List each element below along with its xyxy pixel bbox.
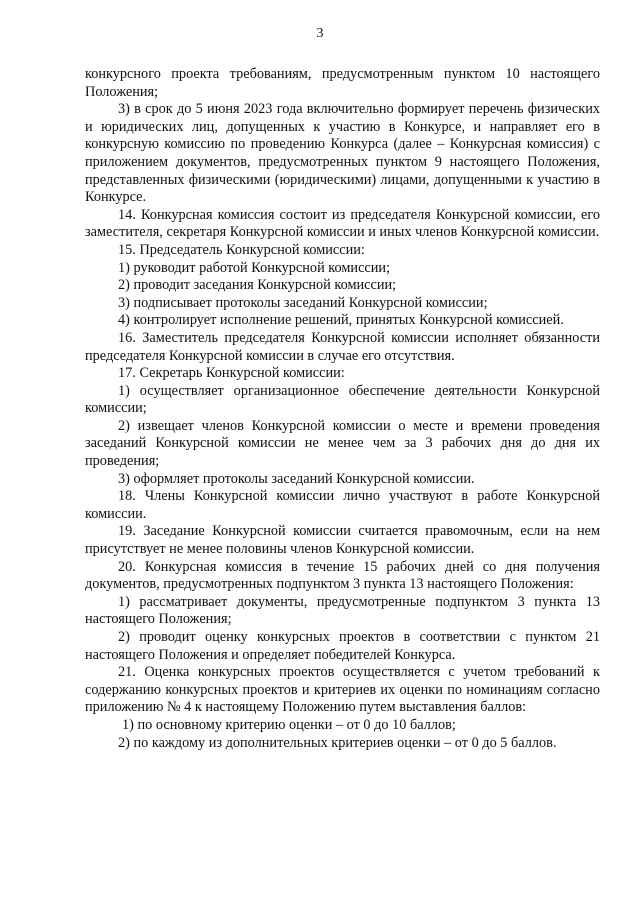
document-body [85, 66, 600, 752]
paragraph: 15. Председатель Конкурсной комиссии: [118, 241, 365, 258]
paragraph: 20. Конкурсная комиссия в течение 15 рабочих дней со дня получения документов, предусмотренных подпунктом 3 пункта 13 настоящего Положения: [85, 558, 600, 593]
paragraph: 1) рассматривает документы, предусмотренные подпунктом 3 пункта 13 настоящего Положения; [85, 593, 600, 628]
paragraph: 1) руководит работой Конкурсной комиссии; [118, 259, 391, 276]
paragraph: 19. Заседание Конкурсной комиссии считается правомочным, если на нем присутствует не менее половины членов Конкурсной комиссии. [85, 523, 600, 558]
paragraph: 21. Оценка конкурсных проектов осуществляется с учетом требований к содержанию конкурсных проектов и критериев их оценки по номинациям согласно приложению № 4 к настоящему Положению путем выставления баллов: [85, 664, 600, 716]
paragraph: 16. Заместитель председателя Конкурсной комиссии исполняет обязанности председателя Конкурсной комиссии в случае его отсутствия. [85, 329, 600, 364]
paragraph: 1) осуществляет организационное обеспечение деятельности Конкурсной комиссии; [85, 382, 600, 417]
paragraph: 2) проводит заседания Конкурсной комиссии; [118, 277, 397, 294]
paragraph: 4) контролирует исполнение решений, принятых Конкурсной комиссией. [118, 312, 564, 329]
paragraph: 17. Секретарь Конкурсной комиссии: [118, 365, 345, 382]
paragraph: 3) оформляет протоколы заседаний Конкурсной комиссии. [118, 470, 475, 487]
paragraph: 1) по основному критерию оценки – от 0 до 10 баллов; [122, 716, 456, 733]
paragraph: 2) проводит оценку конкурсных проектов в соответствии с пунктом 21 настоящего Положения и определяет победителей Конкурса. [85, 629, 600, 663]
paragraph: 2) по каждому из дополнительных критериев оценки – от 0 до 5 баллов. [118, 734, 557, 751]
paragraph: 18. Члены Конкурсной комиссии лично участвуют в работе Конкурсной комиссии. [85, 488, 600, 522]
paragraph: 3) в срок до 5 июня 2023 года включительно формирует перечень физических и юридических лиц, допущенных к участию в Конкурсе, и направляет его в конкурсную комиссию по проведению Конкурса (далее – Конкурсная комиссия) с приложением документов, предусмотренных пунктом 9 настоящего Положения, представленных физическими (юридическими) лицами, допущенными к участию в Конкурсе. [85, 101, 600, 206]
page-number: 3 [316, 26, 324, 41]
paragraph: 3) подписывает протоколы заседаний Конкурсной комиссии; [118, 294, 488, 311]
paragraph: 2) извещает членов Конкурсной комиссии о месте и времени проведения заседаний Конкурсной комиссии не менее чем за 3 рабочих дня до дня их проведения; [85, 417, 600, 470]
paragraph: конкурсного проекта требованиям, предусмотренным пунктом 10 настоящего Положения; [85, 66, 600, 100]
paragraph: 14. Конкурсная комиссия состоит из председателя Конкурсной комиссии, его заместителя, секретаря Конкурсной комиссии и иных членов Конкурсной комиссии. [85, 206, 600, 241]
